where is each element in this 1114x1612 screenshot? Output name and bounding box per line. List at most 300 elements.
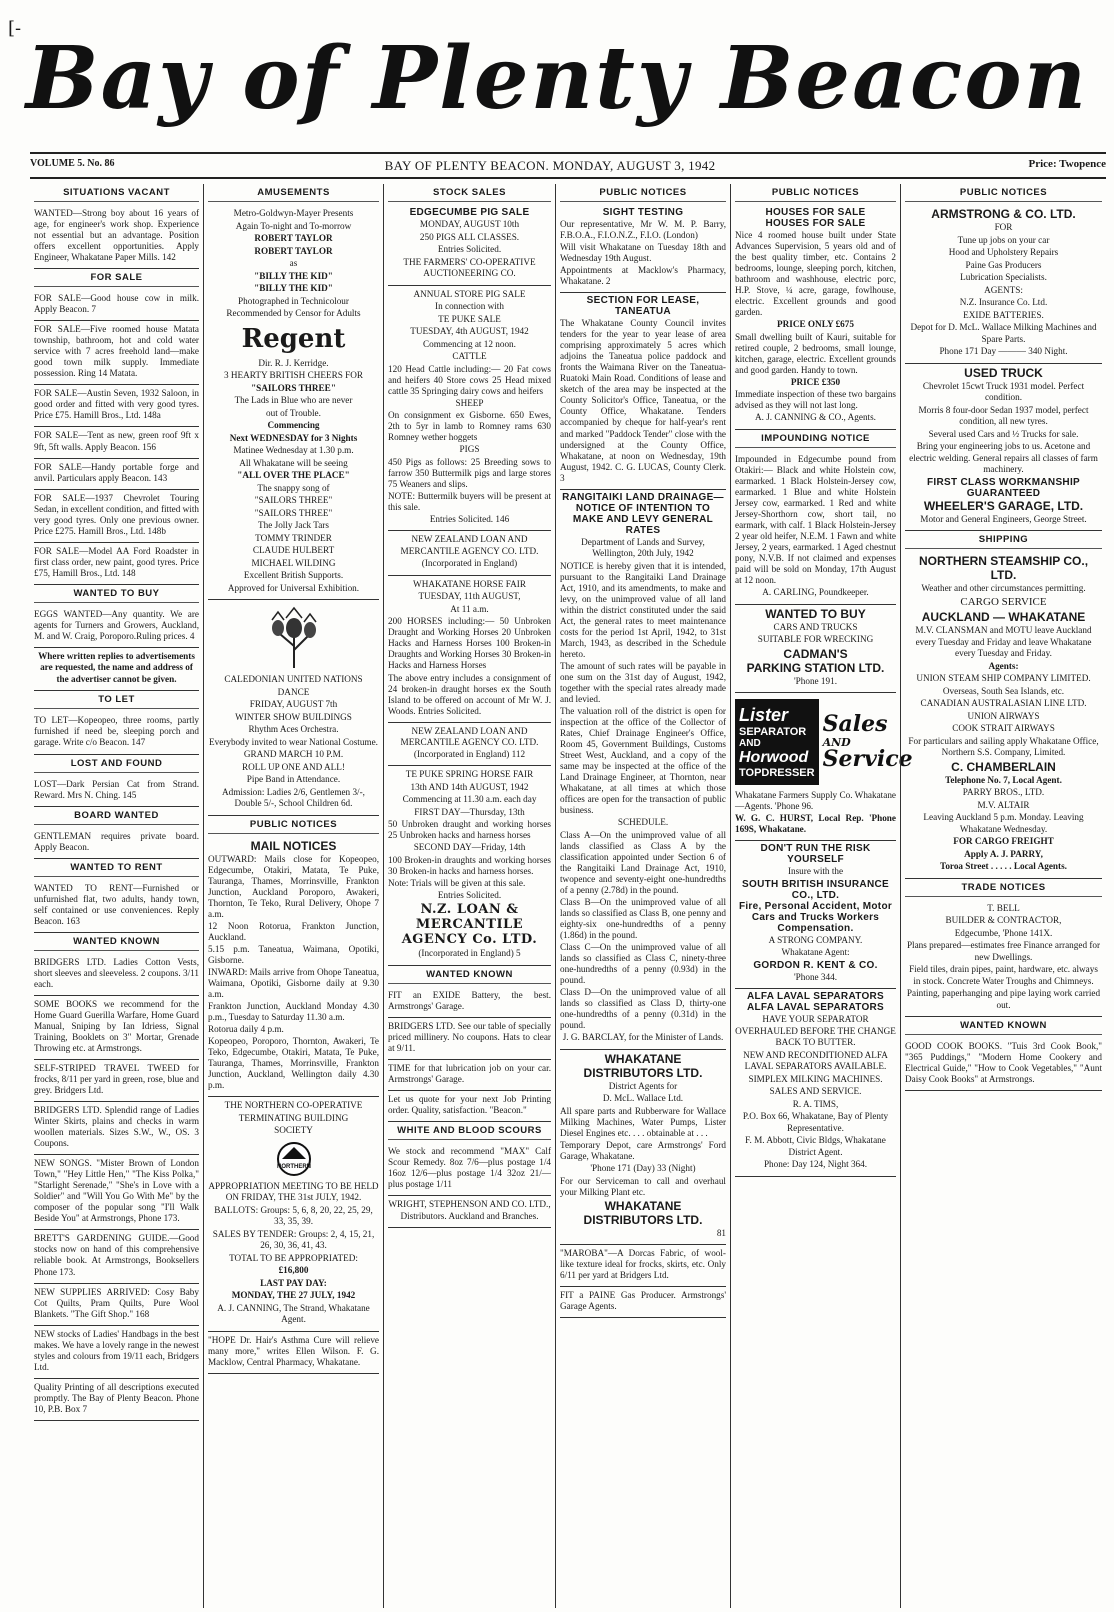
corner-mark: [- xyxy=(8,18,22,39)
ad-line: AGENTS: xyxy=(984,284,1023,295)
ad-line: 200 HORSES including:— 50 Unbroken Draught and Working Horses 20 Unbroken Hacks and Harness Horses 100 Broken-in Draughts and Working Horses 30 Broken-in Hacks and Harness Horses xyxy=(388,616,551,671)
classified-ad: FOR SALE—Model AA Ford Roadster in first class order, new paint, good tyres. Price £75, Hamill Bros., Ltd. 148 xyxy=(34,545,199,578)
classified-ad: NEW ZEALAND LOAN AND MERCANTILE AGENCY CO. LTD. (Incorporated in England) 112 xyxy=(400,725,539,759)
ad-line: The Jolly Jack Tars xyxy=(258,520,329,530)
ad-line: For particulars and sailing apply Whakatane Office, Northern S.S. Company, Limited. xyxy=(908,735,1099,758)
ad-line: Agents: xyxy=(988,660,1019,671)
ad-line: Metro-Goldwyn-Mayer Presents xyxy=(233,208,354,218)
ad-line: Rhythm Aces Orchestra. xyxy=(248,724,339,734)
ad-line: At 11 a.m. xyxy=(450,603,489,614)
ad-line: UNION STEAM SHIP COMPANY LIMITED. xyxy=(916,673,1091,684)
ad-line: Admission: Ladies 2/6, Gentlemen 3/-, Double 5/-, School Children 6d. xyxy=(222,786,365,808)
ad-line: TOMMY TRINDER xyxy=(255,532,332,543)
ad-line: 'Phone 344. xyxy=(794,971,837,982)
section-heading: LOST AND FOUND xyxy=(34,755,199,773)
ad-line: Class B—On the unimproved value of all lands so classified as Class B, one penny and eighty-six one-hundredths of a penny (1.86d) in the pound. xyxy=(560,897,726,941)
ad-line: 13th AND 14th AUGUST, 1942 xyxy=(410,781,529,792)
section-heading: WANTED TO RENT xyxy=(34,859,199,877)
ad-line: Impounded in Edgecumbe pound from Otakiri:— Black and white Holstein cow, earmarked. 1 Black Holstein-Jersey cow, earmarked. 1 Blue and white Holstein Jersey cow, earmarked. 1 Red and white Jersey-Shorthorn cow, short tail, no earmark, with calf. 1 Black Holstein-Jersey 2 year old heifer, N.E.M. 1 Fawn and white Jersey, 2 years, earmarked. 1 Aged chestnut pony, N.V.B. If not claimed and expenses paid will be sold on Monday, 17th August at 12 noon. xyxy=(735,453,896,586)
lister-brand: Lister xyxy=(739,705,789,726)
ad-line: Small dwelling built of Kauri, suitable for retired couple, 2 bedrooms, small lounge, kitchen, garage, electric. Excellent grounds and good garden. Handy to town. xyxy=(735,331,896,375)
classified-ad: We stock and recommend "MAX" Calf Scour Remedy. 8oz 7/6—plus postage 1/4 16oz 12/6—plus postage 1/4 32oz 21/—plus postage 1/11 xyxy=(388,1146,551,1190)
ad-line: Insure with the xyxy=(787,866,844,877)
horwood-brand: Horwood xyxy=(739,749,809,767)
ad-line: Painting, paperhanging and pipe laying work carried out. xyxy=(906,988,1101,1010)
mail-heading: MAIL NOTICES xyxy=(250,838,337,853)
ad-line: Fire, Personal Accident, Motor Cars and Trucks Workers Compensation. xyxy=(738,900,893,934)
ad-line: MONDAY, AUGUST 10th xyxy=(419,219,520,229)
ad-line: District Agents for xyxy=(608,1080,678,1091)
ad-line: Weather and other circumstances permitting. xyxy=(921,583,1086,593)
ad-line: ALFA LAVAL SEPARATORS xyxy=(746,991,885,1003)
ad-line: 3 HEARTY BRITISH CHEERS FOR xyxy=(224,370,363,380)
ad-line: CANADIAN AUSTRALASIAN LINE LTD. xyxy=(920,698,1087,709)
ad-line: Excellent British Supports. xyxy=(243,570,344,580)
ad-line: Again To-night and To-morrow xyxy=(235,220,352,231)
section-heading: TRADE NOTICES xyxy=(905,879,1102,897)
ad-line: "BILLY THE KID" xyxy=(254,283,333,293)
classified-ad: FOR SALE—Handy portable forge and anvil. Particulars apply Beacon. 143 xyxy=(34,461,199,483)
ad-line: ROLL UP ONE AND ALL! xyxy=(242,761,345,772)
wanted-cars-ad xyxy=(735,605,896,694)
classified-ad: BRIDGERS LTD. Ladies Cotton Vests, short sleeves and sleeveless. 2 coupons. 3/11 each. xyxy=(34,956,199,989)
classified-ad: GOOD COOK BOOKS. "Tuis 3rd Cook Book," "365 Puddings," "Modern Home Cookery and Electrical Guide," "How to Cook Vegetables," "Aunt Daisy Cook Books" at Armstrongs. xyxy=(905,1041,1102,1085)
classified-ad: TO LET—Kopeopeo, three rooms, partly furnished if need be, sleeping porch and garage. Write c/o Beacon. 147 xyxy=(34,715,199,748)
ad-line: M.V. ALTAIR xyxy=(977,799,1030,810)
lease-notice xyxy=(560,293,726,489)
ad-line: R. A. TIMS, xyxy=(792,1098,839,1109)
ad-line: PRICE ONLY £675 xyxy=(777,319,854,330)
price: Price: Twopence xyxy=(1028,158,1106,170)
ad-line: Immediate inspection of these two bargains advised as they will not last long. xyxy=(735,389,896,411)
columns xyxy=(30,184,1106,1608)
section-heading: PUBLIC NOTICES xyxy=(905,184,1102,202)
ad-line: AUCKLAND — WHAKATANE xyxy=(921,610,1086,625)
ad-line: Motor and General Engineers, George Street. xyxy=(920,513,1087,524)
column-1 xyxy=(30,184,203,1608)
ad-line: Everybody invited to wear National Costume. xyxy=(209,736,378,747)
ad-line: CARS AND TRUCKS xyxy=(773,621,858,632)
ad-line: M.V. CLANSMAN and MOTU leave Auckland every Tuesday and Friday and leave Whakatane every Tuesday and Friday. xyxy=(915,625,1092,659)
ad-line: FIRST DAY—Thursday, 13th xyxy=(414,806,525,817)
masthead xyxy=(0,0,1114,150)
ad-line: SECOND DAY—Friday, 14th xyxy=(413,842,526,853)
ad-line: 450 Pigs as follows: 25 Breeding sows to farrow 350 Buttermilk pigs and large stores 75 Weaners and slips. xyxy=(388,456,551,489)
ad-line: Our representative, Mr W. M. P. Barry, F.B.O.A., F.I.O.N.Z., F.I.O. (London) xyxy=(560,219,726,241)
ad-line: "SAILORS THREE" xyxy=(251,382,336,393)
masthead-title: Bay of Plenty Beacon xyxy=(25,28,1089,129)
ad-line: GORDON R. KENT & CO. xyxy=(753,959,878,971)
ad-line: Class C—On the unimproved value of all lands so classified as Class C, ninety-three one-hundredths of a penny (0.93d) in the pound. xyxy=(560,942,726,986)
mail-notices xyxy=(208,837,379,1098)
ad-line: SOCIETY xyxy=(274,1125,313,1136)
section-heading: PUBLIC NOTICES xyxy=(735,184,896,202)
ad-line: A. J. CANNING & CO., Agents. xyxy=(755,412,876,423)
ad-line: "ALL OVER THE PLACE" xyxy=(237,470,350,480)
ad-line: THE FARMERS' CO-OPERATIVE AUCTIONEERING CO. xyxy=(403,256,536,278)
ad-line: Edgecumbe, 'Phone 141X. xyxy=(954,927,1053,938)
classified-ad: TIME for that lubrication job on your car. Armstrongs' Garage. xyxy=(388,1062,551,1084)
builder-ad xyxy=(905,900,1102,1018)
section-heading: WANTED KNOWN xyxy=(34,933,199,951)
spring-fair-ad xyxy=(388,766,551,966)
ad-line: "SAILORS THREE" xyxy=(254,507,333,518)
classified-ad: FOR SALE—Good house cow in milk. Apply Beacon. 7 xyxy=(34,293,199,315)
ad-line: 50 Unbroken draught and working horses 25 Unbroken hacks and harness horses xyxy=(388,819,551,841)
classified-ad: BRETT'S GARDENING GUIDE.—Good stocks now on hand of this comprehensive reliable book. At Armstrongs, Booksellers Phone 173. xyxy=(34,1233,199,1277)
column-4 xyxy=(555,184,730,1608)
section-heading: BOARD WANTED xyxy=(34,807,199,825)
ad-line: 100 Broken-in draughts and working horses 30 Broken-in hacks and harness horses. xyxy=(388,854,551,876)
ad-line: Recommended by Censor for Adults xyxy=(226,308,361,318)
ad-line: Kopeopeo, Poroporo, Thornton, Awakeri, Te Teko, Edgecumbe, Otakiri, Matata, Te Puke, Tauranga, Thames, Morrinsville, Frankton Junction, Auckland, Wellington daily 4.30 p.m. xyxy=(208,1036,379,1091)
ad-line: SIMPLEX MILKING MACHINES. xyxy=(748,1073,883,1084)
ad-line: WHEELER'S GARAGE, LTD. xyxy=(923,498,1084,513)
ad-line: COOK STRAIT AIRWAYS xyxy=(952,723,1055,734)
ad-line: NORTHERN STEAMSHIP CO., LTD. xyxy=(918,554,1089,582)
ad-line: A. CARLING, Poundkeeper. xyxy=(762,587,869,598)
column-2 xyxy=(203,184,383,1608)
ad-line: APPROPRIATION MEETING TO BE HELD ON FRIDAY, THE 31st JULY, 1942. xyxy=(208,1180,379,1203)
ad-line: ROBERT TAYLOR xyxy=(254,233,333,243)
ad-line: FOR CARGO FREIGHT xyxy=(953,836,1054,847)
northern-logo-text: NORTHERN xyxy=(276,1163,311,1170)
ad-line: Entries Solicited. xyxy=(437,244,502,254)
ad-line: Photographed in Technicolour xyxy=(238,295,349,306)
section-heading: PUBLIC NOTICES xyxy=(560,184,726,202)
folio-rule xyxy=(30,177,1106,179)
ad-line: 'Phone 191. xyxy=(794,675,837,686)
ad-line: FRIDAY, AUGUST 7th xyxy=(249,699,338,709)
ad-line: RANGITAIKI LAND DRAINAGE—NOTICE OF INTENTION TO MAKE AND LEVY GENERAL RATES xyxy=(562,491,724,536)
distributors-ad xyxy=(560,1050,726,1245)
ad-line: EXIDE BATTERIES. xyxy=(963,309,1044,320)
ad-line: T. BELL xyxy=(987,902,1020,913)
ad-line: THE NORTHERN CO-OPERATIVE xyxy=(224,1100,363,1111)
ad-line: HOUSES FOR SALE xyxy=(765,207,866,218)
ad-line: Will visit Whakatane on Tuesday 18th and Wednesday 19th August. xyxy=(560,242,726,264)
ad-line: WHAKATANE HORSE FAIR xyxy=(413,578,526,589)
ad-line: CARGO SERVICE xyxy=(960,595,1047,608)
northern-emblem-icon xyxy=(274,1141,314,1177)
ad-line: Several used Cars and ½ Trucks for sale. xyxy=(928,428,1079,439)
folio-center: BAY OF PLENTY BEACON. MONDAY, AUGUST 3, 1942 xyxy=(384,158,716,173)
ad-line: AND xyxy=(739,738,761,750)
section-heading: SHIPPING xyxy=(905,531,1102,549)
ad-line: Tune up jobs on your car xyxy=(957,234,1050,245)
section-heading: FOR SALE xyxy=(34,269,199,287)
ad-line: The above entry includes a consignment of 24 broken-in draught horses ex the South Island to be offered on account of Mr W. J. Woods. Entries Solicited. xyxy=(388,672,551,716)
section-heading: WANTED KNOWN xyxy=(388,966,551,984)
ad-line: The amount of such rates will be payable in one sum on the 31st day of August, 1942, together with the special rates already made and levied. xyxy=(560,660,726,705)
ad-line: 81 xyxy=(716,1227,726,1238)
classified-ad: WANTED—Strong boy about 16 years of age, for engineer's work shop. Experience not essential but an advantage. Position offers excellent opportunities. Apply Engineer, Whakatane Paper Mills. 142 xyxy=(34,208,199,263)
ad-line: FIRST CLASS WORKMANSHIP GUARANTEED xyxy=(926,476,1080,499)
ad-line: ALFA LAVAL SEPARATORS xyxy=(746,1002,885,1014)
classified-ad: SELF-STRIPED TRAVEL TWEED for frocks, 8/11 per yard in green, rose, blue and grey. Bridgers Ltd. xyxy=(34,1063,199,1096)
ad-line: Commencing at 12 noon. xyxy=(423,338,516,349)
ad-line: CADMAN'S xyxy=(783,646,848,661)
ad-line: NEW ZEALAND LOAN AND MERCANTILE AGENCY CO. LTD. xyxy=(400,534,539,556)
column-6 xyxy=(900,184,1106,1608)
ad-line: In connection with xyxy=(435,301,504,311)
ad-line: as xyxy=(289,258,298,268)
classified-ad: FIT an EXIDE Battery, the best. Armstrongs' Garage. xyxy=(388,989,551,1011)
ad-line: N.Z. Insurance Co. Ltd. xyxy=(959,297,1048,307)
ad-line: SCHEDULE. xyxy=(617,817,669,828)
nzl-ad xyxy=(388,531,551,576)
ad-line: Commencing at 11.30 a.m. each day xyxy=(402,794,537,805)
ad-line: SOUTH BRITISH INSURANCE CO., LTD. xyxy=(742,878,889,901)
ad-line: F. M. Abbott, Civic Bldgs, Whakatane District Agent. xyxy=(745,1135,886,1157)
ad-line: HOUSES FOR SALE xyxy=(765,218,866,229)
ad-line: Leaving Auckland 5 p.m. Monday. Leaving Whakatane Wednesday. xyxy=(923,812,1084,834)
section-heading: WHITE AND BLOOD SCOURS xyxy=(388,1122,551,1140)
ad-line: SECTION FOR LEASE, TANEATUA xyxy=(586,295,700,318)
ad-line: "BILLY THE KID" xyxy=(254,270,333,281)
ad-line: USED TRUCK xyxy=(964,365,1043,380)
ad-line: Lubrication Specialists. xyxy=(960,272,1047,282)
ad-line: Telephone No. 7, Local Agent. xyxy=(945,774,1062,785)
ad-line: Depot for D. McL. Wallace Milking Machines and Spare Parts. xyxy=(910,322,1097,344)
ad-line: 'Phone 171 (Day) 33 (Night) xyxy=(590,1163,696,1174)
ad-line: TERMINATING BUILDING xyxy=(238,1112,349,1123)
classified-ad: FOR SALE—Five roomed house Matata township, bathroom, hot and cold water service with 7 acres freehold land—make good town milk supply. Immediate possession. Ring 14 Matata. xyxy=(34,324,199,379)
ad-line: P.O. Box 66, Whakatane, Bay of Plenty Representative. xyxy=(742,1111,889,1133)
classified-ad: GENTLEMAN requires private board. Apply Beacon. xyxy=(34,830,199,852)
ad-line: Field tiles, drain pipes, paint, hardware, etc. always in stock. Concrete Water Troughs and Chimneys. xyxy=(909,964,1098,986)
lister-ad xyxy=(735,693,913,841)
ad-line: WANTED TO BUY xyxy=(765,606,866,621)
ad-line: DON'T RUN THE RISK YOURSELF xyxy=(760,843,871,866)
ad-line: Matinee Wednesday at 1.30 p.m. xyxy=(233,445,354,455)
classified-ad: WANTED TO RENT—Furnished or unfurnished flat, two adults, handy town, self contained or use conveniences. Reply Beacon. 163 xyxy=(34,882,199,926)
section-heading: WANTED KNOWN xyxy=(905,1017,1102,1035)
ad-line: A. J. CANNING, The Strand, Whakatane Agent. xyxy=(217,1302,370,1325)
ad-line: PRICE £350 xyxy=(790,376,841,387)
ad-line: (Incorporated in England) xyxy=(421,558,518,569)
ad-line: Service xyxy=(822,746,913,773)
classified-ad: NEW SUPPLIES ARRIVED: Cosy Baby Cot Quilts, Pram Quilts, Pure Wool Blankets. "The Gift Shop." 168 xyxy=(34,1286,199,1319)
classified-ad: Quality Printing of all descriptions executed promptly. The Bay of Plenty Beacon. Phone 10, P.B. Box 7 xyxy=(34,1381,199,1414)
ad-line: CATTLE xyxy=(452,351,487,361)
ad-line: Sales xyxy=(822,711,888,738)
ad-line: £16,800 xyxy=(278,1265,309,1276)
ad-line: Plans prepared—estimates free Finance arranged for new Dwellings. xyxy=(906,940,1101,962)
ad-line: "SAILORS THREE" xyxy=(254,495,333,505)
ad-line: For our Serviceman to call and overhaul your Milking Plant etc. xyxy=(560,1175,726,1197)
masthead-rule xyxy=(30,152,1106,154)
section-heading: IMPOUNDING NOTICE xyxy=(735,430,896,448)
shipping-ad xyxy=(905,552,1102,879)
ad-line: The snappy song of xyxy=(257,482,330,493)
classified-ad: NEW stocks of Ladies' Handbags in the best makes. We have a lovely range in the newest styles and colours from 19/11 each, Bridgers Ltd. xyxy=(34,1328,199,1372)
impound-notice xyxy=(735,451,896,605)
ad-line: TE PUKE SPRING HORSE FAIR xyxy=(405,769,534,780)
mgm-ad xyxy=(208,205,379,600)
ad-line: GRAND MARCH 10 P.M. xyxy=(243,749,344,759)
ad-line: out of Trouble. xyxy=(266,407,321,418)
ad-line: HAVE YOUR SEPARATOR OVERHAULED BEFORE THE CHANGE BACK TO BUTTER. xyxy=(735,1014,896,1048)
ad-line: NOTICE is hereby given that it is intended, pursuant to the Rangitaiki Land Drainage Act, 1910, and its amendments, to make and levy, on the unimproved value of all land within the district constituted under the said Act, the general rates to meet maintenance costs for the period 1st April, 1942, to 31st March, 1943, as described in the Schedule hereto. xyxy=(560,560,726,659)
ad-line: Apply A. J. PARRY, xyxy=(964,848,1043,859)
ad-line: Approved for Universal Exhibition. xyxy=(227,582,360,593)
ad-line: PARRY BROS., LTD. xyxy=(962,787,1045,798)
ad-line: MONDAY, THE 27 JULY, 1942 xyxy=(231,1290,356,1301)
ad-line: Entries Solicited. 146 xyxy=(429,513,510,524)
ad-line: WINTER SHOW BUILDINGS xyxy=(235,711,352,722)
ad-line: Nice 4 roomed house built under State Advances Supervision, 5 years old and of the best quality timber, etc. Contains 2 bedrooms, lounge, sleeping porch, kitchen, bathroom and washhouse, electric porc, H.P. Stove, ¼ acre, garage, fowlhouse, electric. Excellent grounds and good garden. xyxy=(735,230,896,318)
ad-line: PARKING STATION LTD. xyxy=(746,660,885,675)
alfa-laval-ad xyxy=(735,989,896,1177)
ad-line: The valuation roll of the district is open for inspection at the office of the Collector of Rates, Chief Drainage Engineer's Office, Room 45, Government Buildings, Customs Street West, Auckland, and a copy of the same may be inspected at the office of the Land Drainage Engineer, at Thornton, near Whakatane, at all times at which those offices are open for the transaction of public business. xyxy=(560,706,726,816)
ad-line: NOTE: Buttermilk buyers will be present at this sale. xyxy=(388,490,551,512)
ad-line: Phone 171 Day ——— 340 Night. xyxy=(939,346,1068,356)
ad-line: J. G. BARCLAY, for the Minister of Lands. xyxy=(562,1032,724,1043)
ad-line: CLAUDE HULBERT xyxy=(252,545,335,555)
ad-line: UNION AIRWAYS xyxy=(967,710,1040,721)
ad-line: OUTWARD: Mails close for Kopeopeo, Edgecumbe, Otakiri, Matata, Te Puke, Tauranga, Thames, Morrinsville, Frankton Junction, Auckland Poroporo, Awakeri, Thornton, Te Teko, Rural Delivery, Ohope 7 a.m. xyxy=(208,853,379,919)
ad-line: TUESDAY, 4th AUGUST, 1942 xyxy=(410,326,529,336)
ad-line: WHAKATANE DISTRIBUTORS LTD. xyxy=(583,1051,703,1080)
ad-line: ROBERT TAYLOR xyxy=(254,245,333,256)
used-truck-ad xyxy=(905,364,1102,532)
classified-ad: NEW SONGS. "Mister Brown of London Town," "Hey Little Hen," "The Kiss Polka," "Starlight Serenade," "She's in Love with a Soldier" and "Will You Go With Me" by the composer of the popular song "I'll Walk Beside You" at Armstrongs, Phone 173. xyxy=(34,1158,199,1224)
store-pig-sale-ad xyxy=(388,286,551,532)
ad-line: Department of Lands and Survey, Wellington, 20th July, 1942 xyxy=(581,536,705,559)
ad-line: SEPARATOR xyxy=(739,726,807,739)
ad-line: Toroa Street . . . . . Local Agents. xyxy=(940,861,1067,872)
section-heading: TO LET xyxy=(34,691,199,709)
column-5 xyxy=(730,184,913,1608)
folio-line xyxy=(30,158,1106,176)
classified-ad: LOST—Dark Persian Cat from Strand. Reward. Mrs N. Ching. 145 xyxy=(34,778,199,800)
classified-ad: BRIDGERS LTD. Splendid range of Ladies Winter Skirts, plains and checks in warm woollen materials. Sizes S.W., W., OS. 3 Coupons. xyxy=(34,1105,199,1149)
ad-line: Whakatane Agent: xyxy=(781,947,850,958)
ad-line: SUITABLE FOR WRECKING xyxy=(757,634,874,645)
section-heading: SITUATIONS VACANT xyxy=(34,184,199,202)
ad-line: SHEEP xyxy=(455,397,484,408)
volume-number: VOLUME 5. No. 86 xyxy=(30,158,115,169)
ad-line: The Whakatane County Council invites tenders for the year to year lease of area comprising approximately 5 acres which adjoins the Taneatua police paddock and fronts the Waimana River on the Taneatua-Ruatoki Main Road. Conditions of lease and sketch of the area may be inspected at the County Solicitor's Office, Taneatua, or the County Office, Whakatane. Tenders accompanied by cheque for half-year's rent and marked "Paddock Tender" close with the undersigned at the County Office, Whakatane, at noon on Wednesday, 19th August, 1942. C. G. LUCAS, County Clerk. 3 xyxy=(560,318,726,483)
ad-line: Phone: Day 124, Night 364. xyxy=(763,1159,868,1170)
ad-line: Hood and Upholstery Repairs xyxy=(948,247,1059,257)
building-society-ad xyxy=(208,1097,379,1332)
ad-line: C. CHAMBERLAIN xyxy=(951,759,1056,774)
classified-ad: EGGS WANTED—Any quantity. We are agents for Turners and Growers, Auckland, M. and W. Craig, Poroporo.Ruling prices. 4 xyxy=(34,608,199,641)
ad-line: Entries Solicited. xyxy=(437,889,502,900)
ad-line: MICHAEL WILDING xyxy=(251,557,336,568)
ad-line: 5.15 p.m. Taneatua, Waimana, Opotiki, Gisborne. xyxy=(208,943,379,965)
ad-line: A STRONG COMPANY. xyxy=(768,934,863,945)
ad-line: CALEDONIAN UNITED NATIONS xyxy=(224,674,363,684)
ad-line: ARMSTRONG & CO. LTD. xyxy=(931,207,1076,221)
ad-line: TOTAL TO BE APPROPRIATED: xyxy=(229,1252,358,1263)
ad-line: ANNUAL STORE PIG SALE xyxy=(413,288,526,299)
regent-logo: Regent xyxy=(241,323,346,354)
ad-line: NEW AND RECONDITIONED ALFA LAVAL SEPARATORS AVAILABLE. xyxy=(743,1049,888,1072)
houses-ad xyxy=(735,205,896,430)
ad-line: Class D—On the unimproved value of all lands so classified as Class D, thirty-one one-hundredths of a penny (0.31d) in the pound. xyxy=(560,987,726,1031)
ad-line: Next WEDNESDAY for 3 Nights xyxy=(229,432,358,443)
ad-line: Paine Gas Producers xyxy=(965,259,1042,270)
ad-line: 120 Head Cattle including:— 20 Fat cows and heifers 40 Store cows 25 Head mixed cattle 35 Springing dairy cows and heifers xyxy=(388,363,551,396)
reply-notice: Where written replies to advertisements are requested, the name and address of the advertiser cannot be given. xyxy=(38,650,195,684)
ad-line: Commencing xyxy=(267,420,320,430)
classified-ad: FOR SALE—1937 Chevrolet Touring Sedan, in excellent condition, and fitted with very good tyres. Only one previous owner. Price £275. Hamill Bros., Ltd. 148b xyxy=(34,492,199,536)
sight-testing-ad xyxy=(560,205,726,293)
nz-loan-logo: N.Z. LOAN & MERCANTILE AGENCY Co. LTD. xyxy=(401,902,538,948)
section-heading: AMUSEMENTS xyxy=(208,184,379,202)
ad-line: INWARD: Mails arrive from Ohope Taneatua, Waimana, Opotiki, Gisborne daily at 9.30 a.m. xyxy=(208,966,379,999)
ad-line: Overseas, South Sea Islands, etc. xyxy=(942,685,1065,696)
ad-line: Note: Trials will be given at this sale. xyxy=(388,877,526,888)
ad-line: TOPDRESSER xyxy=(739,767,815,780)
ad-line: Rotorua daily 4 p.m. xyxy=(208,1023,284,1034)
ad-line: Chevrolet 15cwt Truck 1931 model. Perfect condition. xyxy=(922,380,1085,402)
section-heading: PUBLIC NOTICES xyxy=(208,816,379,834)
drainage-notice xyxy=(560,490,726,1050)
ad-line: FOR xyxy=(994,222,1013,232)
ad-line: TE PUKE SALE xyxy=(438,313,501,324)
ad-line: Morris 8 four-door Sedan 1937 model, perfect condition, all new tyres. xyxy=(918,404,1089,426)
classified-ad: WRIGHT, STEPHENSON AND CO. LTD., Distributors. Auckland and Branches. xyxy=(388,1199,551,1221)
pig-sale-ad xyxy=(388,205,551,286)
ad-line: Frankton Junction, Auckland Monday 4.30 p.m., Tuesday to Saturday 11.30 a.m. xyxy=(208,1000,379,1022)
ad-line: The Lads in Blue who are never xyxy=(234,395,353,405)
ad-line: 12 Noon Rotorua, Frankton Junction, Auckland. xyxy=(208,920,379,942)
armstrong-ad xyxy=(905,205,1102,364)
ad-line: SIGHT TESTING xyxy=(602,207,684,218)
ad-line: PIGS xyxy=(459,444,480,455)
classified-ad: FIT a PAINE Gas Producer. Armstrongs' Garage Agents. xyxy=(560,1290,726,1312)
classified-ad: Let us quote for your next Job Printing order. Quality, satisfaction. "Beacon." xyxy=(388,1094,551,1116)
classified-ad: FOR SALE—Austin Seven, 1932 Saloon, in good order and fitted with very good tyres. Price £75. Hamill Bros., Ltd. 148a xyxy=(34,388,199,421)
ad-line: Whakatane Farmers Supply Co. Whakatane—Agents. 'Phone 96. xyxy=(735,790,896,812)
ad-line: On consignment ex Gisborne. 650 Ewes, 2th to 5yr in lamb to Romney rams 630 Romney wether hoggets xyxy=(388,410,551,443)
horse-fair-ad xyxy=(388,576,551,723)
classified-ad: SOME BOOKS we recommend for the Home Guard Guerilla Warfare, Home Guard Manual, Sniping by Ian Idriess, Signal Training, Booklets on 3" Mortar, Grenade Throwing etc. at Armstrongs. xyxy=(34,998,199,1053)
ad-line: BUILDER & CONTRACTOR, xyxy=(945,915,1062,926)
classified-ad: "MAROBA"—A Dorcas Fabric, of wool-like texture ideal for frocks, skirts, etc. Only 6/11 per yard at Bridgers Ltd. xyxy=(560,1248,726,1281)
ad-line: Bring your engineering jobs to us. Acetone and electric welding. General repairs all classes of farm machinery. xyxy=(909,441,1098,474)
ad-line: WHAKATANE DISTRIBUTORS LTD. xyxy=(583,1198,703,1227)
dance-ad xyxy=(208,600,379,816)
thistle-icon xyxy=(266,606,322,670)
ad-line: SALES BY TENDER: Groups: 2, 4, 15, 21, 26, 30, 36, 41, 43. xyxy=(212,1228,375,1251)
insurance-ad xyxy=(735,841,896,989)
ad-line: Temporary Depot, care Armstrongs' Ford Garage, Whakatane. xyxy=(560,1140,726,1162)
ad-line: Pipe Band in Attendance. xyxy=(246,774,341,784)
ad-line: DANCE xyxy=(277,686,310,697)
ad-line: Class A—On the unimproved value of all lands classified as Class A by the classification appointed under Section 6 of the Rangitaiki Land Drainage Act, 1910, twopence and seventy-eight one-hundredths of a penny (2.78d) in the pound. xyxy=(560,829,726,896)
section-heading: STOCK SALES xyxy=(388,184,551,202)
ad-line: W. G. C. HURST, Local Rep. 'Phone 169S, Whakatane. xyxy=(735,813,896,835)
ad-line: Appointments at Macklow's Pharmacy, Whakatane. 2 xyxy=(560,265,726,287)
ad-line: TUESDAY, 11th AUGUST, xyxy=(418,591,521,602)
lister-logo-block xyxy=(735,699,819,785)
ad-line: Dir. R. J. Kerridge. xyxy=(258,357,329,368)
section-heading: WANTED TO BUY xyxy=(34,585,199,603)
ad-line: 250 PIGS ALL CLASSES. xyxy=(419,231,520,242)
ad-line: BALLOTS: Groups: 5, 6, 8, 20, 22, 25, 29, 33, 35, 39. xyxy=(214,1204,373,1227)
ad-line: EDGECUMBE PIG SALE xyxy=(409,207,530,218)
ad-line: All spare parts and Rubberware for Wallace Milking Machines, Water Pumps, Lister Diesel Engines etc. . . . obtainable at . . . xyxy=(560,1105,726,1138)
classified-ad: FOR SALE—Tent as new, green roof 9ft x 9ft, 5ft walls. Apply Beacon. 156 xyxy=(34,430,199,452)
ad-line: LAST PAY DAY: xyxy=(260,1277,327,1288)
ad-line: All Whakatane will be seeing xyxy=(239,457,348,468)
ad-line: AND xyxy=(822,735,851,749)
